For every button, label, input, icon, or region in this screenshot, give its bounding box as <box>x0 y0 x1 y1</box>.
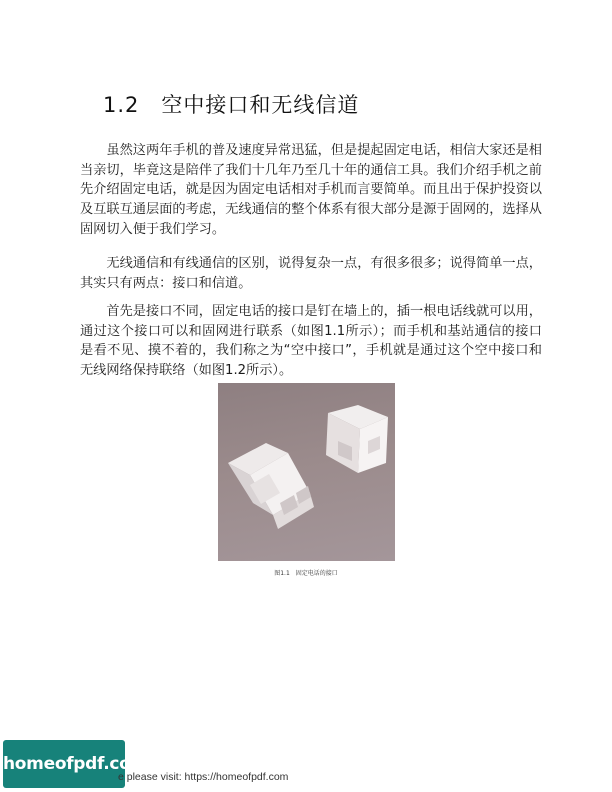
homeofpdf-badge[interactable]: homeofpdf.com <box>3 740 125 788</box>
figure-caption: 图1.1 固定电话的接口 <box>274 570 338 577</box>
paragraph-3: 首先是接口不同，固定电话的接口是钉在墙上的，插一根电话线就可以用，通过这个接口可以和固网进行联系（如图1.1所示）；而手机和基站通信的接口是看不见、摸不着的，我们称之为“空中接口”，手机就是通过这个空中接口和无线网络保持联络（如图1.2所示）。 <box>80 304 542 378</box>
phone-jack-adapters-image <box>218 383 395 561</box>
section-number: 1.2 <box>103 93 140 117</box>
paragraph-1: 虽然这两年手机的普及速度异常迅猛，但是提起固定电话，相信大家还是相当亲切，毕竟这是陪伴了我们十几年乃至几十年的通信工具。我们介绍手机之前先介绍固定电话，就是因为固定电话相对手机而言要简单。而且出于保护投资以及互联互通层面的考虑，无线通信的整个体系有很大部分是源于固网的，选择从固网切入便于我们学习。 <box>80 143 542 237</box>
figure-phone-jack-photo <box>218 383 395 561</box>
section-title: 空中接口和无线信道 <box>161 93 360 117</box>
footer-visit-text[interactable]: e please visit: https://homeofpdf.com <box>118 771 289 783</box>
section-heading <box>103 89 359 119</box>
adapter-back <box>326 405 388 473</box>
paragraph-2: 无线通信和有线通信的区别，说得复杂一点，有很多很多；说得简单一点，其实只有两点：接口和信道。 <box>80 256 542 291</box>
adapter-front <box>228 443 314 529</box>
